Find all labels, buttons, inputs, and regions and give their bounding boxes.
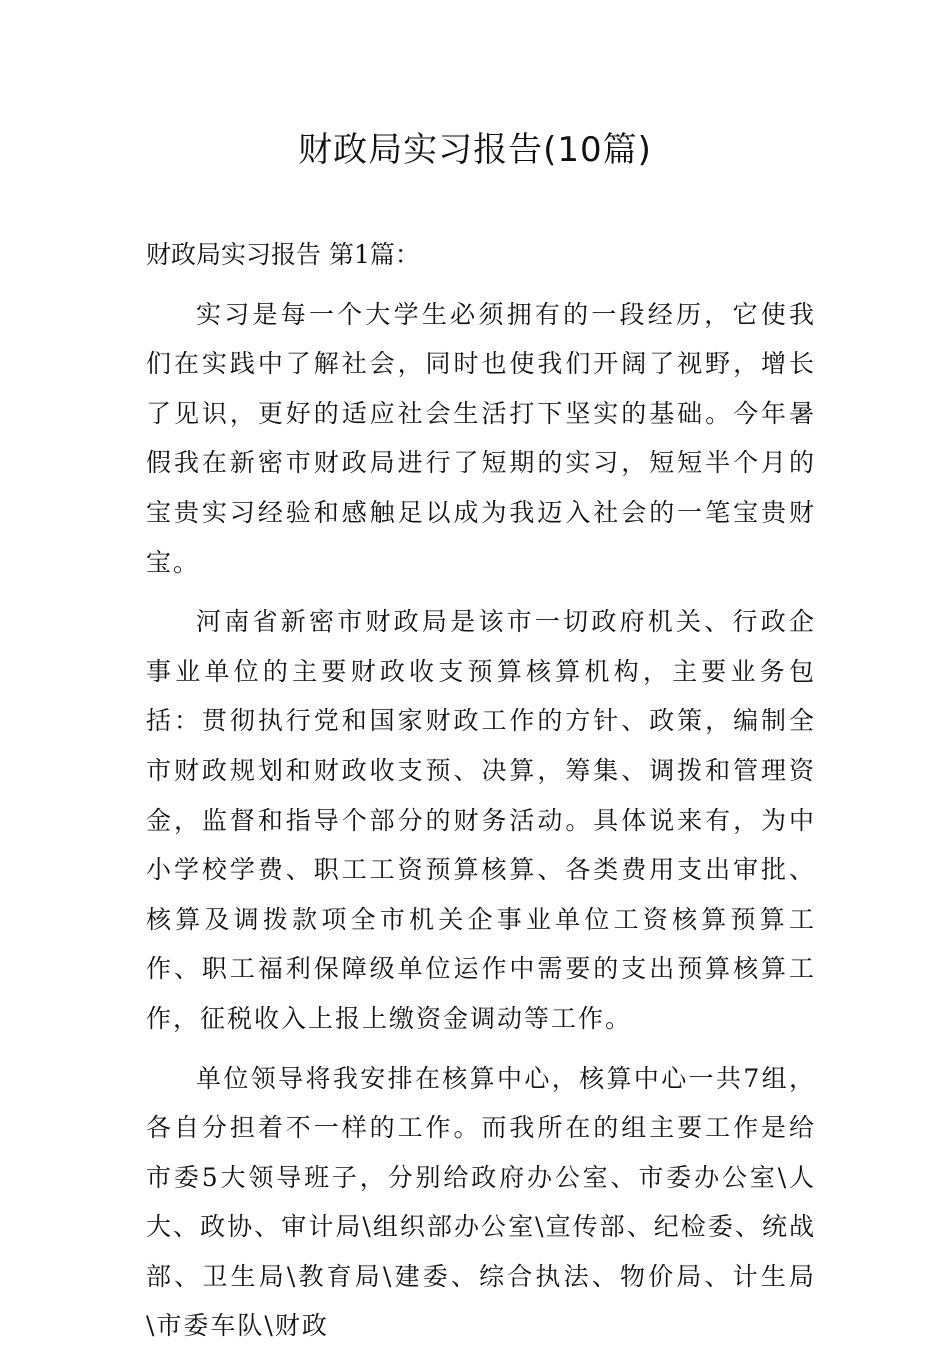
- paragraph-1: 实习是每一个大学生必须拥有的一段经历，它使我们在实践中了解社会，同时也使我们开阔了视野，增长了见识，更好的适应社会生活打下坚实的基础。今年暑假我在新密市财政局进行了短期的实习，短短半个月的宝贵实习经验和感触足以成为我迈入社会的一笔宝贵财宝。: [146, 299, 816, 577]
- document-body: [146, 230, 816, 1361]
- document-title: 财政局实习报告(10篇): [298, 130, 652, 170]
- paragraph-3: 单位领导将我安排在核算中心，核算中心一共7组，各自分担着不一样的工作。而我所在的组主要工作是给市委5大领导班子，分别给政府办公室、市委办公室\人大、政协、审计局\组织部办公室\宣传部、纪检委、统战部、卫生局\教育局\建委、综合执法、物价局、计生局\市委车队\财政: [146, 1063, 816, 1341]
- paragraph-2: 河南省新密市财政局是该市一切政府机关、行政企事业单位的主要财政收支预算核算机构，主要业务包括：贯彻执行党和国家财政工作的方针、政策，编制全市财政规划和财政收支预、决算，筹集、调拨和管理资金，监督和指导个部分的财务活动。具体说来有，为中小学校学费、职工工资预算核算、各类费用支出审批、核算及调拨款项全市机关企事业单位工资核算预算工作、职工福利保障级单位运作中需要的支出预算核算工作，征税收入上报上缴资金调动等工作。: [146, 607, 816, 1033]
- section-heading: 财政局实习报告 第1篇：: [146, 240, 420, 269]
